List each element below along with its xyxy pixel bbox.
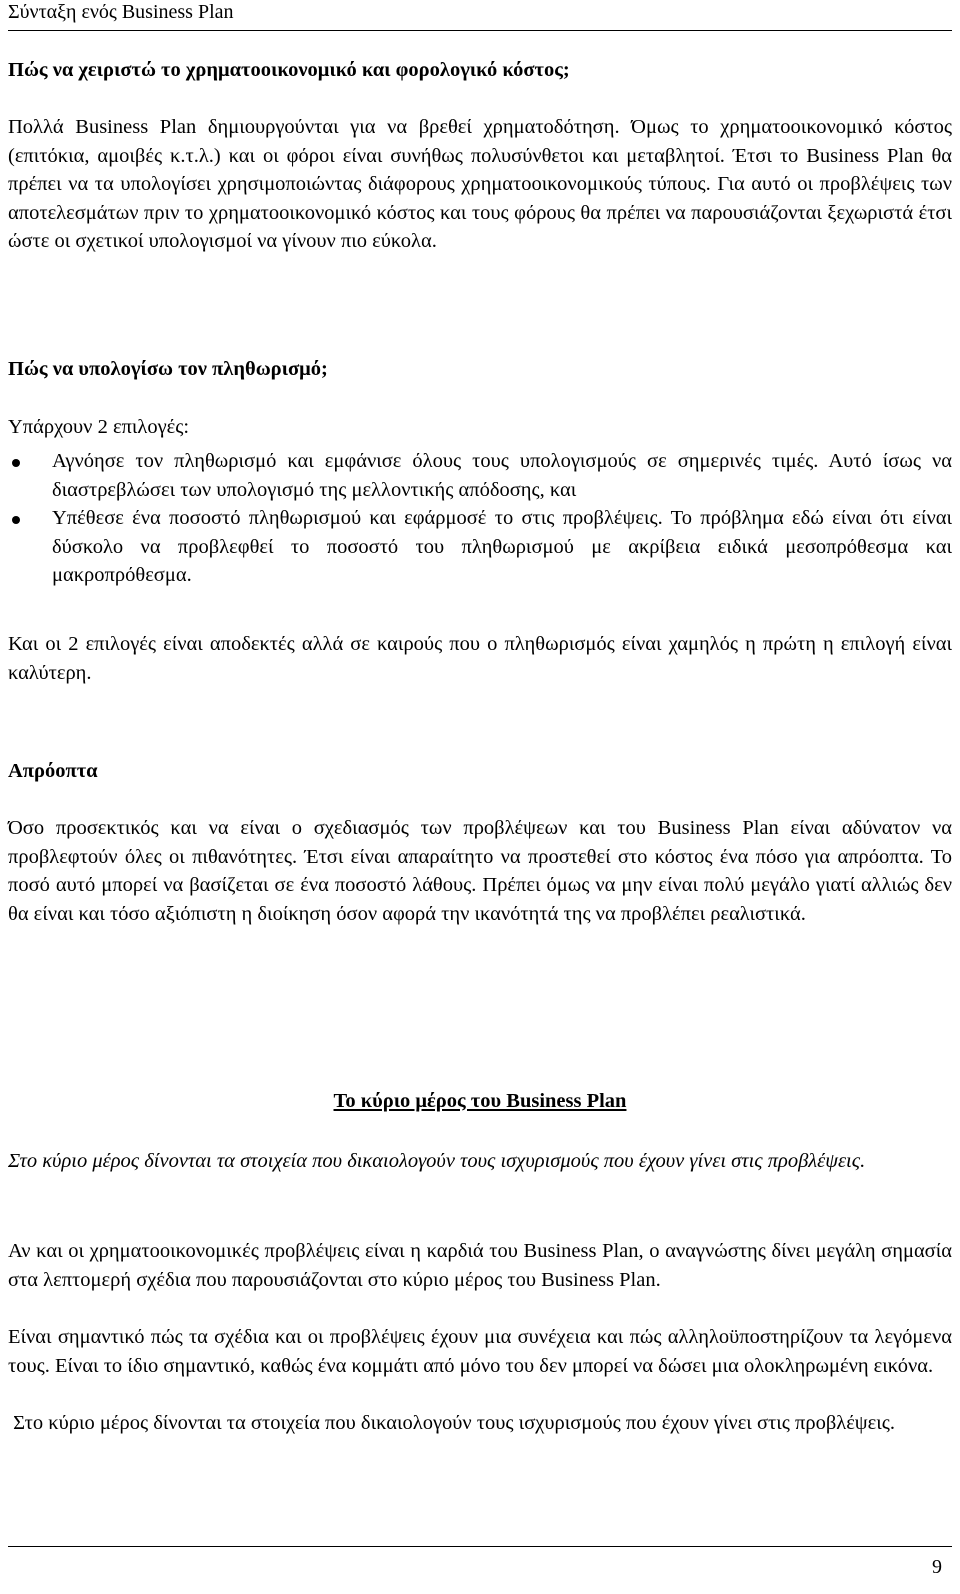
main-part-italic-intro: Στο κύριο μέρος δίνονται τα στοιχεία που δικαιολογούν τους ισχυρισμούς που έχουν γίνει στις προβλέψεις. <box>8 1150 866 1172</box>
bullet-icon <box>12 459 20 467</box>
contingency-paragraph: Όσο προσεκτικός και να είναι ο σχεδιασμός των προβλέψεων και του Business Plan είναι αδύνατον να προβλεφτούν όλες οι πιθανότητες. Έτσι είναι απαραίτητο να προστεθεί στο κόστος ένα πόσο για απρόοπτα. Το ποσό αυτό μπορεί να βασίζεται σε ένα ποσοστό λάθους. Πρέπει όμως να μην είναι πολύ μεγάλο γιατί αλλιώς δεν θα είναι και τόσο αξιόπιστη η διοίκηση όσον αφορά την ικανότητά της να προβλέπει ρεαλιστικά. <box>8 817 952 925</box>
list-item <box>8 504 952 590</box>
financing-paragraph: Πολλά Business Plan δημιουργούνται για να βρεθεί χρηματοδότηση. Όμως το χρηματοοικονομικό κόστος (επιτόκια, αμοιβές κ.τ.λ.) και οι φόροι είναι συνήθως πολυσύνθετοι και μεταβλητοί. Έτσι το Business Plan θα πρέπει να τα υπολογίσει χρησιμοποιώντας διάφορους χρηματοοικονομικούς τύπους. Για αυτό οι προβλέψεις των αποτελεσμάτων πριν το χρηματοοικονομικό κόστος και τους φόρους θα πρέπει να παρουσιάζονται ξεχωριστά έτσι ώστε οι σχετικοί υπολογισμοί να γίνουν πιο εύκολα. <box>8 116 952 252</box>
main-part-paragraph-3: Στο κύριο μέρος δίνονται τα στοιχεία που δικαιολογούν τους ισχυρισμούς που έχουν γίνει στις προβλέψεις. <box>8 1412 895 1434</box>
footer-divider <box>8 1546 952 1547</box>
list-item <box>8 447 952 504</box>
inflation-options-list <box>8 447 952 590</box>
main-part-paragraph-2: Είναι σημαντικό πώς τα σχέδια και οι προβλέψεις έχουν μια συνέχεια και πώς αλληλοϋποστηρίζουν τα λεγόμενα τους. Είναι το ίδιο σημαντικό, καθώς ένα κομμάτι από μόνο του δεν μπορεί να δώσει μια ολοκληρωμένη εικόνα. <box>8 1326 952 1377</box>
inflation-heading: Πώς να υπολογίσω τον πληθωρισμό; <box>8 358 328 380</box>
list-item-text: Αγνόησε τον πληθωρισμό και εμφάνισε όλους τους υπολογισμούς σε σημερινές τιμές. Αυτό ίσως να διαστρεβλώσει των υπολογισμό της μελλοντικής απόδοσης, και <box>52 450 952 501</box>
bullet-icon <box>12 516 20 524</box>
list-item-text: Υπέθεσε ένα ποσοστό πληθωρισμού και εφάρμοσέ το στις προβλέψεις. Το πρόβλημα εδώ είναι ότι είναι δύσκολο να προβλεφθεί το ποσοστό του πληθωρισμού με ακρίβεια ειδικά μεσοπρόθεσμα και μακροπρόθεσμα. <box>52 507 952 586</box>
contingency-heading: Απρόοπτα <box>8 760 98 782</box>
running-header: Σύνταξη ενός Business Plan <box>8 1 234 23</box>
financing-heading: Πώς να χειριστώ το χρηματοοικονομικό και φορολογικό κόστος; <box>8 59 570 81</box>
header-divider <box>8 30 952 31</box>
main-part-heading <box>8 1087 952 1116</box>
main-part-heading-text: Το κύριο μέρος του Business Plan <box>333 1090 627 1112</box>
main-part-paragraph-1: Αν και οι χρηματοοικονομικές προβλέψεις είναι η καρδιά του Business Plan, ο αναγνώστης δίνει μεγάλη σημασία στα λεπτομερή σχέδια που παρουσιάζονται στο κύριο μέρος του Business Plan. <box>8 1240 952 1291</box>
page-number: 9 <box>932 1556 942 1578</box>
inflation-intro: Υπάρχουν 2 επιλογές: <box>8 416 190 438</box>
inflation-conclusion: Και οι 2 επιλογές είναι αποδεκτές αλλά σε καιρούς που ο πληθωρισμός είναι χαμηλός η πρώτη η επιλογή είναι καλύτερη. <box>8 633 952 684</box>
